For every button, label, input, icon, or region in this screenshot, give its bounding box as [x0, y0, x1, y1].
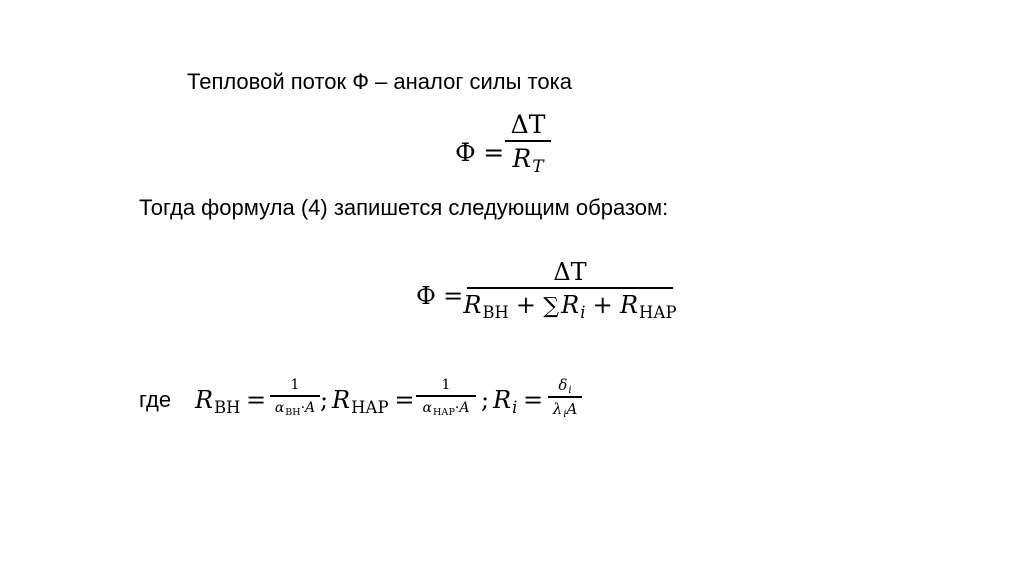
formula1-fraction-bar — [505, 140, 551, 142]
formula2-r-i-subscript: i — [580, 302, 586, 322]
r-i-symbol: R — [493, 386, 512, 414]
r-nap-equals: = — [394, 386, 415, 414]
r-nap-denominator — [422, 399, 470, 418]
definition-separator-2: ; — [481, 386, 490, 414]
alpha-nap-dot: · — [454, 399, 460, 416]
r-bh-one: 1 — [290, 377, 300, 393]
formula2-denominator — [463, 290, 677, 322]
formula1-temperature: T — [528, 110, 546, 139]
formula2-plus-1: + — [515, 290, 537, 319]
formula1-denominator — [512, 143, 544, 177]
delta-i-subscript: i — [568, 385, 572, 397]
delta-i-symbol: δ — [558, 376, 568, 394]
r-i-definition-lhs — [493, 386, 549, 418]
formula-4-sentence: Тогда формула (4) запишется следующим образом: — [139, 195, 669, 220]
alpha-bh-symbol: α — [274, 399, 285, 416]
r-bh-numerator — [291, 378, 300, 392]
formula2-plus-2: + — [592, 290, 613, 319]
r-i-numerator — [558, 376, 572, 397]
formula2-equals: = — [443, 282, 464, 310]
where-label: где — [139, 387, 172, 412]
formula2-fraction-bar — [467, 287, 673, 289]
r-bh-fraction-bar — [270, 395, 320, 397]
r-nap-fraction — [416, 377, 476, 418]
r-bh-subscript: ВН — [214, 398, 241, 418]
formula1-lhs: Ф — [455, 138, 476, 167]
formula1-numerator — [511, 112, 546, 137]
r-nap-fraction-bar — [416, 395, 476, 397]
formula1-lhs-group — [455, 140, 512, 165]
formula2-r-bh-subscript: ВН — [482, 302, 509, 322]
r-bh-symbol: R — [195, 386, 214, 414]
alpha-bh-area: A — [305, 399, 316, 416]
alpha-nap-symbol: α — [422, 399, 432, 416]
formula2-lhs: Ф — [416, 282, 436, 310]
formula2-numerator — [553, 260, 586, 284]
r-nap-subscript: НАР — [351, 398, 389, 418]
formula1-equals: = — [483, 138, 505, 167]
formula1-r: R — [512, 143, 532, 173]
formula1-delta: Δ — [510, 110, 529, 139]
formula2-r-nap-subscript: НАР — [639, 302, 677, 322]
r-nap-symbol: R — [332, 386, 351, 414]
r-bh-definition-lhs — [195, 386, 272, 418]
formula2-r-bh: R — [463, 290, 482, 319]
lambda-i-subscript: i — [563, 408, 567, 420]
r-i-denominator — [552, 399, 578, 420]
formula2-fraction — [463, 258, 677, 322]
lambda-i-area: A — [566, 399, 578, 418]
r-bh-denominator — [274, 399, 316, 418]
alpha-nap-area: A — [459, 399, 470, 416]
formula2-r-i: R — [561, 290, 580, 319]
alpha-bh-dot: · — [300, 399, 306, 416]
r-bh-fraction — [270, 377, 320, 418]
formula2-delta: Δ — [553, 258, 571, 286]
r-i-fraction — [548, 376, 582, 420]
alpha-nap-subscript: НАР — [432, 406, 455, 418]
r-bh-equals: = — [246, 386, 267, 414]
alpha-bh-subscript: ВН — [285, 406, 301, 418]
r-i-equals: = — [523, 386, 544, 414]
r-i-subscript: i — [512, 398, 518, 418]
definition-separator-1: ; — [320, 386, 329, 414]
formula1-fraction — [505, 110, 551, 177]
heat-flow-heading: Тепловой поток Ф – аналог силы тока — [187, 69, 572, 94]
formula2-sum-symbol: ∑ — [543, 293, 559, 319]
r-nap-one: 1 — [441, 377, 451, 393]
formula1-r-subscript: T — [532, 156, 544, 177]
lambda-i-symbol: λ — [552, 399, 563, 418]
formula2-r-nap: R — [619, 290, 639, 319]
r-nap-definition-lhs — [332, 386, 420, 418]
formula2-temperature: T — [570, 258, 587, 286]
r-i-fraction-bar — [548, 396, 582, 398]
r-nap-numerator — [442, 378, 451, 392]
